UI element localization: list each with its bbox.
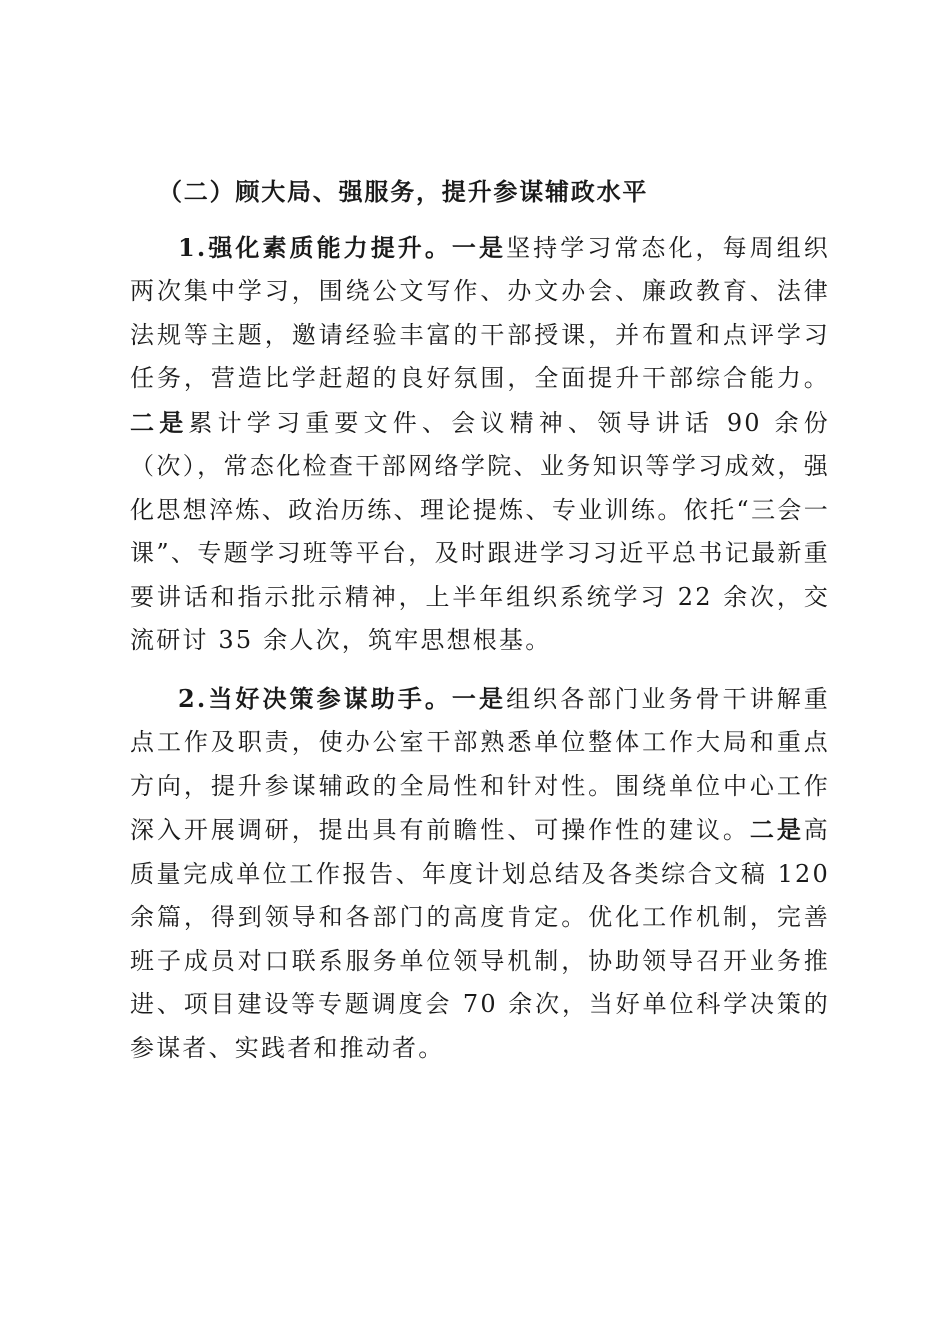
paragraph-1-text-1: 坚持学习常态化，每周组织两次集中学习，围绕公文写作、办文办会、廉政教育、法律法规等主题，邀请经验丰富的干部授课，并布置和点评学习任务，营造比学赶超的良好氛围，全面提升干部综合能力。 xyxy=(130,233,830,392)
paragraph-2-marker-1: 一是 xyxy=(451,683,507,713)
section-heading: （二）顾大局、强服务，提升参谋辅政水平 xyxy=(158,177,649,206)
paragraph-1 xyxy=(130,226,830,663)
paragraph-1-marker-2: 二是 xyxy=(130,407,189,437)
paragraph-1-heading: 1.强化素质能力提升。 xyxy=(178,232,452,262)
document-body xyxy=(130,170,830,1070)
paragraph-1-text-2: 累计学习重要文件、会议精神、领导讲话 90 余份（次），常态化检查干部网络学院、业务知识等学习成效，强化思想淬炼、政治历练、理论提炼、专业训练。依托“三会一课”、专题学习班等平台，及时跟进学习习近平总书记最新重要讲话和指示批示精神，上半年组织系统学习 22 余次，交流研讨 35 余人次，筑牢思想根基。 xyxy=(130,408,830,654)
paragraph-1-marker-1: 一是 xyxy=(451,232,507,262)
paragraph-2 xyxy=(130,677,830,1071)
paragraph-2-marker-2: 二是 xyxy=(749,815,804,844)
paragraph-2-heading: 2.当好决策参谋助手。 xyxy=(178,683,452,713)
paragraph-2-text-1: 组织各部门业务骨干讲解重点工作及职责，使办公室干部熟悉单位整体工作大局和重点方向，提升参谋辅政的全局性和针对性。围绕单位中心工作深入开展调研，提出具有前瞻性、可操作性的建议。 xyxy=(130,684,830,844)
paragraph-2-text-2: 高质量完成单位工作报告、年度计划总结及各类综合文稿 120 余篇，得到领导和各部门的高度肯定。优化工作机制，完善班子成员对口联系服务单位领导机制，协助领导召开业务推进、项目建设等专题调度会 70 余次，当好单位科学决策的参谋者、实践者和推动者。 xyxy=(130,816,830,1062)
